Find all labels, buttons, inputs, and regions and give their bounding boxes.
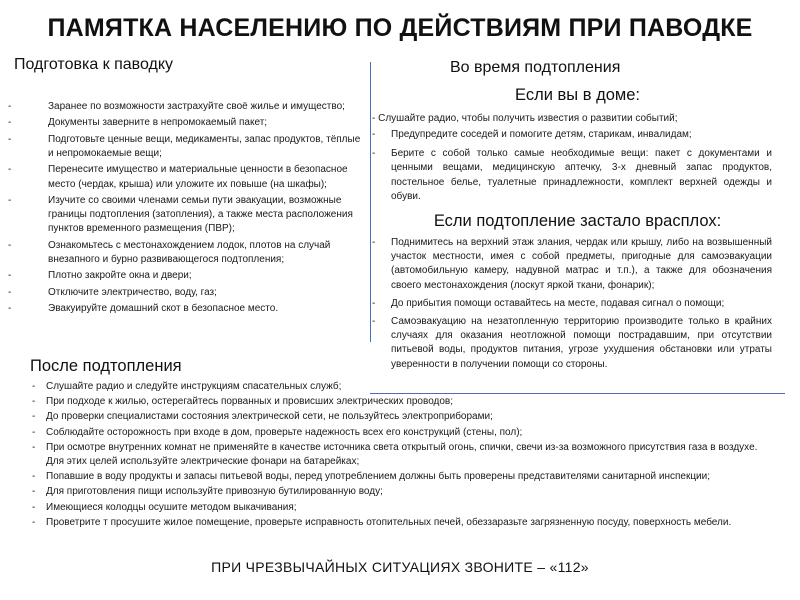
list-item: - Проветрите т просушите жилое помещение, проверьте исправность отопительных печей, обеззаразьте загрязненную посуду, поверхность мебели. [32, 516, 772, 530]
at-home-intro: - Слушайте радио, чтобы получить известия о развитии событий; [372, 113, 678, 124]
list-item: - Для приготовления пищи используйте привозную бутилированную воду; [32, 485, 772, 499]
list-item: - Изучите со своими членами семьи пути эвакуации, возможные границы подтопления (затопления), а также места расположения пунктов временного размещения (ПВР); [8, 194, 368, 237]
list-item: - Соблюдайте осторожность при входе в дом, проверьте надежность всех его конструкций (стены, пол); [32, 426, 772, 440]
list-item: - Отключите электричество, воду, газ; [8, 286, 368, 300]
list-item: - При подходе к жилью, остерегайтесь порванных и провисших электрических проводов; [32, 395, 772, 409]
list-item: - Перенесите имущество и материальные ценности в безопасное место (чердак, крыша) или уложите их повыше (на шкафы); [8, 163, 368, 191]
page-title: ПАМЯТКА НАСЕЛЕНИЮ ПО ДЕЙСТВИЯМ ПРИ ПАВОДКЕ [47, 14, 753, 42]
list-item: - Слушайте радио и следуйте инструкциям спасательных служб; [32, 380, 772, 394]
list-item: - Документы заверните в непромокаемый пакет; [8, 116, 368, 130]
emergency-footer: ПРИ ЧРЕЗВЫЧАЙНЫХ СИТУАЦИЯХ ЗВОНИТЕ – «112» [211, 559, 589, 575]
list-item: - До проверки специалистами состояния электрической сети, не пользуйтесь электроприборами; [32, 410, 772, 424]
at-home-heading: Если вы в доме: [515, 86, 640, 104]
list-item: - При осмотре внутренних комнат не применяйте в качестве источника света открытый огонь, спички, свечи из-за возможного присутствия газа в воздухе. Для этих целей используйте электрические фонари на батарейках; [32, 441, 772, 469]
list-item: - До прибытия помощи оставайтесь на месте, подавая сигнал о помощи; [372, 297, 772, 311]
list-item: - Попавшие в воду продукты и запасы питьевой воды, перед употреблением должны быть проверены представителями санитарной инспекции; [32, 470, 772, 484]
list-item: - Эвакуируйте домашний скот в безопасное место. [8, 302, 368, 316]
list-item: - Поднимитесь на верхний этаж злания, чердак или крышу, либо на возвышенный участок местности, имея с собой предметы, пригодные для самоэвакуации (автомобильную камеру, надувной матрас и т.п.), а также для обозначения своего местонахождения (лоскут яркой ткани, фонарик); [372, 236, 772, 293]
preparation-heading: Подготовка к паводку [14, 56, 174, 73]
list-item: - Имеющиеся колодцы осушите методом выкачивания; [32, 501, 772, 515]
preparation-list [8, 100, 368, 319]
list-item: - Ознакомьтесь с местонахождением лодок, плотов на случай внезапного и бурно развивающегося подтопления; [8, 239, 368, 267]
list-item: - Подготовьте ценные вещи, медикаменты, запас продуктов, тёплые и непромокаемые вещи; [8, 133, 368, 161]
list-item: - Предупредите соседей и помогите детям, старикам, инвалидам; [372, 128, 772, 142]
during-flood-heading: Во время подтопления [450, 59, 621, 76]
list-item: - Плотно закройте окна и двери; [8, 269, 368, 283]
sudden-flood-list [372, 236, 772, 376]
at-home-list [372, 128, 772, 209]
list-item: - Заранее по возможности застрахуйте своё жилье и имущество; [8, 100, 368, 114]
after-flood-heading: После подтопления [30, 357, 182, 375]
list-item: - Самоэвакуацию на незатопленную территорию производите только в крайних случаях для оказания неотложной помощи пострадавшим, при отсутствии питьевой воды, продуктов питания, угрозе ухудшения обстановки или утраты уверенности в получении помощи со стороны. [372, 315, 772, 372]
list-item: - Берите с собой только самые необходимые вещи: пакет с документами и ценными вещами, медицинскую аптечку, 3-х дневный запас продуктов, постельное белье, туалетные принадлежности, комплект верхней одежды и обуви. [372, 147, 772, 204]
after-flood-list [32, 380, 772, 531]
sudden-flood-heading: Если подтопление застало врасплох: [433, 212, 722, 230]
